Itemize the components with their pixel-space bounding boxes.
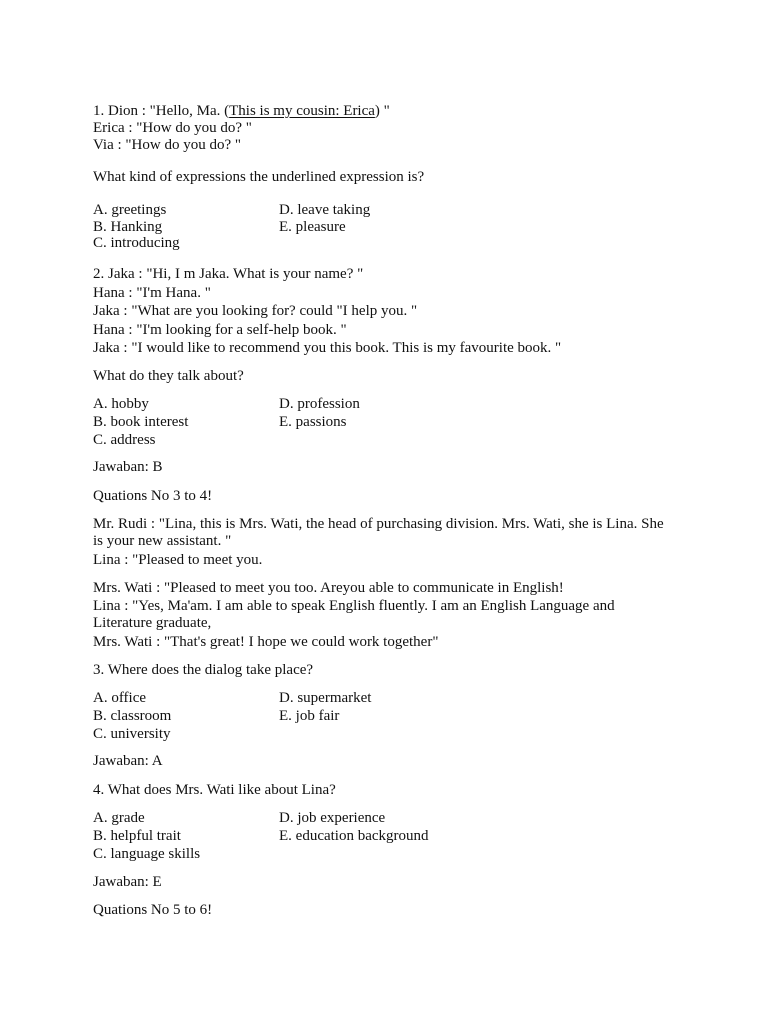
q3-option-c: C. university (93, 726, 171, 742)
q4-option-b: B. helpful trait (93, 828, 181, 844)
q3-option-d: D. supermarket (279, 690, 372, 706)
q2-option-b: B. book interest (93, 414, 189, 430)
q3-option-e: E. job fair (279, 708, 340, 724)
q1-dialog-line-1 (93, 103, 390, 120)
q4-option-a: A. grade (93, 810, 145, 826)
q2-dialog-line-2: Hana : "I'm Hana. " (93, 285, 211, 301)
section-header-5-6: Quations No 5 to 6! (93, 902, 213, 918)
q1-dialog-line-3: Via : "How do you do? " (93, 137, 241, 153)
q3-question: 3. Where does the dialog take place? (93, 662, 314, 678)
q3-option-b: B. classroom (93, 708, 172, 724)
q4-option-e: E. education background (279, 828, 429, 844)
q2-dialog-line-4: Hana : "I'm looking for a self-help book. " (93, 322, 347, 338)
q3-answer: Jawaban: A (93, 753, 163, 769)
q2-dialog-line-5: Jaka : "I would like to recommend you this book. This is my favourite book. " (93, 340, 562, 356)
q4-answer: Jawaban: E (93, 874, 162, 890)
q2-option-a: A. hobby (93, 396, 149, 412)
q1-option-e: E. pleasure (279, 219, 346, 235)
q1-option-d: D. leave taking (279, 202, 371, 218)
q2-option-d: D. profession (279, 396, 360, 412)
q4-option-d: D. job experience (279, 810, 386, 826)
q1-line1-pre: 1. Dion : "Hello, Ma. ( (93, 103, 230, 119)
dialog-wati-2: Mrs. Wati : "That's great! I hope we could work together" (93, 634, 439, 650)
section-header-3-4: Quations No 3 to 4! (93, 488, 213, 504)
q2-option-e: E. passions (279, 414, 347, 430)
q2-dialog-line-1: 2. Jaka : "Hi, I m Jaka. What is your name? " (93, 266, 364, 282)
dialog-lina-2: Lina : "Yes, Ma'am. I am able to speak English fluently. I am an English Language and Literature graduate, (93, 598, 615, 631)
q2-dialog-line-3: Jaka : "What are you looking for? could "I help you. " (93, 303, 418, 319)
q2-option-c: C. address (93, 432, 156, 448)
dialog-lina-1: Lina : "Pleased to meet you. (93, 552, 263, 568)
q2-answer: Jawaban: B (93, 459, 163, 475)
q1-question: What kind of expressions the underlined expression is? (93, 169, 425, 185)
dialog-wati-1: Mrs. Wati : "Pleased to meet you too. Areyou able to communicate in English! (93, 580, 564, 596)
q1-underlined-expression: This is my cousin: Erica (229, 103, 375, 119)
q3-option-a: A. office (93, 690, 147, 706)
q1-line1-post: ) " (374, 103, 390, 119)
q4-question: 4. What does Mrs. Wati like about Lina? (93, 782, 336, 798)
dialog-rudi: Mr. Rudi : "Lina, this is Mrs. Wati, the head of purchasing division. Mrs. Wati, she is Lina. She is your new assistant. " (93, 516, 664, 549)
q2-question: What do they talk about? (93, 368, 244, 384)
q1-option-a: A. greetings (93, 202, 167, 218)
q1-option-c: C. introducing (93, 235, 180, 251)
q4-option-c: C. language skills (93, 846, 201, 862)
q1-option-b: B. Hanking (93, 219, 163, 235)
q1-dialog-line-2: Erica : "How do you do? " (93, 120, 252, 136)
